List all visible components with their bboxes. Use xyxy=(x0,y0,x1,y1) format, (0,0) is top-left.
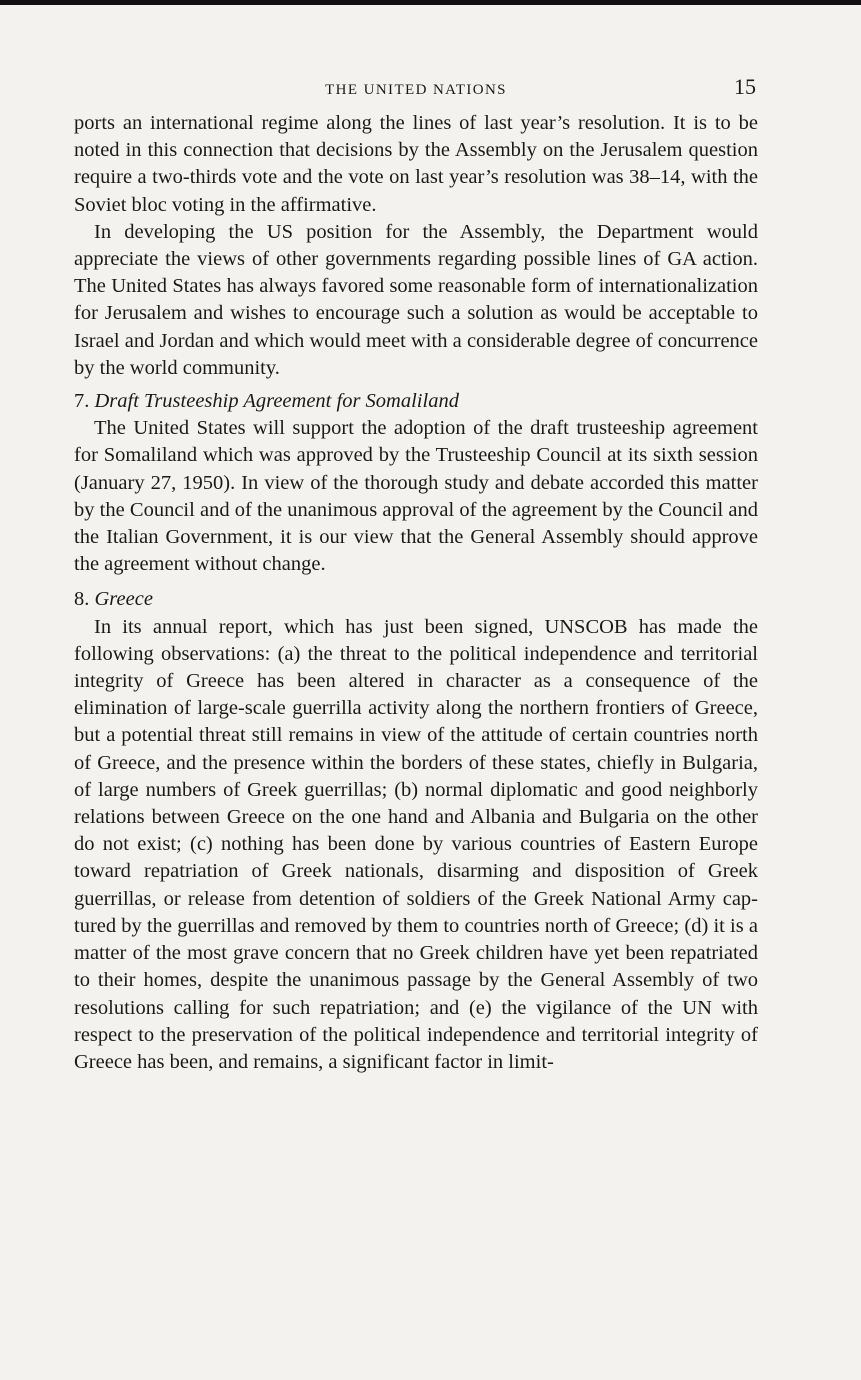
section-heading-7 xyxy=(74,388,758,415)
top-border-rule xyxy=(0,0,861,5)
section-heading-8 xyxy=(74,586,758,613)
paragraph-continued: ports an international regime along the lines of last year’s resolution. It is to be noted in this connection that decisions by the Assembly on the Jerusalem question require a two-thirds vote and the vote on last year’s resolution was 38–14, with the Soviet bloc voting in the affirmative. xyxy=(74,112,758,216)
running-header xyxy=(74,70,758,110)
paragraph-somaliland: The United States will support the adoption of the draft trusteeship agreement for Somaliland which was approved by the Trusteeship Council at its sixth session (January 27, 1950). In view of the thorough study and debate accorded this matter by the Council and of the unanimous approval of the agreement by the Council and the Italian Government, it is our view that the General Assembly should approve the agreement without change. xyxy=(74,417,758,576)
paragraph-greece: In its annual report, which has just been signed, UNSCOB has made the following observations: (a) the threat to the political independence and territorial integrity of Greece has been altered in character as a consequence of the elimination of large-scale guerrilla activity along the northern frontiers of Greece, but a potential threat still remains in view of the attitude of certain countries north of Greece, and the presence within the borders of these states, chiefly in Bulgaria, of large numbers of Greek guerrillas; (b) normal diplomatic and good neighborly relations between Greece on the one hand and Albania and Bulgaria on the other do not exist; (c) nothing has been done by various countries of Eastern Europe toward repatriation of Greek nationals, disarming and disposition of Greek guerrillas, or release from detention of soldiers of the Greek National Army captured by the guerrillas and removed by them to countries north of Greece; (d) it is a matter of the most grave concern that no Greek children have yet been repatriated to their homes, despite the unanimous passage by the General Assembly of two resolutions calling for such repatriation; and (e) the vigilance of the UN with respect to the preservation of the political independence and territorial integrity of Greece has been, and remains, a significant factor in limit- xyxy=(74,615,758,1073)
paragraph-us-position: In developing the US position for the Assembly, the Department would appreciate the views of other governments regarding possible lines of GA action. The United States has always favored some reasonable form of internationalization for Jerusalem and wishes to encourage such a solution as would be acceptable to Israel and Jordan and which would meet with a considerable degree of concurrence by the world community. xyxy=(74,220,758,379)
page-number: 15 xyxy=(734,74,756,99)
section-title-8: Greece xyxy=(94,588,153,611)
section-number-8: 8. xyxy=(74,588,90,611)
running-title: THE UNITED NATIONS xyxy=(325,82,507,98)
body-text xyxy=(74,110,758,1076)
section-title-7: Draft Trusteeship Agreement for Somaliland xyxy=(94,390,459,413)
section-number-7: 7. xyxy=(74,390,90,413)
document-page xyxy=(74,70,758,1076)
